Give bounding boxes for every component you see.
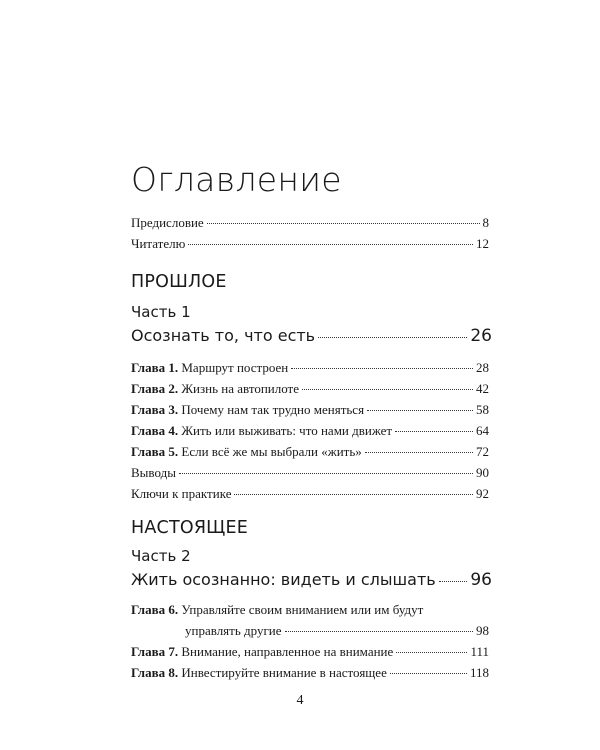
toc-entry-to-reader[interactable] [131,236,489,252]
dot-leader [395,431,473,432]
toc-entry-chapter-5[interactable] [131,444,489,460]
chapter-title: Маршрут построен [181,360,289,375]
chapter-page: 90 [476,465,489,480]
part-page: 96 [470,570,492,590]
chapter-title: Ключи к практике [131,486,232,501]
toc-entry-chapter-6-line1[interactable] [131,602,423,618]
toc-entry-page: 8 [482,215,489,230]
page-number: 4 [296,693,304,708]
toc-part-title[interactable] [131,570,492,590]
toc-entry-page: 12 [476,236,489,251]
dot-leader [291,368,473,369]
toc-part-title[interactable] [131,326,492,346]
toc-entry-chapter-8[interactable] [131,665,489,681]
section-heading: ПРОШЛОЕ [131,272,227,292]
dot-leader [365,452,473,453]
toc-entry-chapter-6-line2[interactable] [185,623,489,639]
toc-entry-chapter-2[interactable] [131,381,489,397]
dot-leader [302,389,473,390]
dot-leader [207,223,480,224]
dot-leader [396,652,467,653]
chapter-title: Инвестируйте внимание в настоящее [181,665,387,680]
toc-entry-preface[interactable] [131,215,489,231]
chapter-prefix: Глава 5. [131,444,179,459]
chapter-title: Жить или выживать: что нами движет [181,423,393,438]
toc-entry-label: Предисловие [131,215,204,230]
chapter-prefix: Глава 3. [131,402,179,417]
toc-entry-chapter-1[interactable] [131,360,489,376]
dot-leader [390,673,467,674]
chapter-title: Жизнь на автопилоте [181,381,300,396]
chapter-prefix: Глава 2. [131,381,179,396]
dot-leader [367,410,473,411]
dot-leader [285,631,473,632]
dot-leader [439,581,468,582]
chapter-page: 98 [476,623,489,638]
chapter-prefix: Глава 8. [131,665,179,680]
dot-leader [318,337,467,338]
part-label: Часть 1 [131,303,191,321]
part-title-text: Жить осознанно: видеть и слышать [131,570,436,589]
toc-entry-practice-keys[interactable] [131,486,489,502]
chapter-page: 118 [469,665,489,680]
chapter-title: Управляйте своим вниманием или им будут [181,602,424,617]
chapter-page: 42 [476,381,489,396]
part-title-text: Осознать то, что есть [131,326,316,345]
toc-entry-chapter-3[interactable] [131,402,489,418]
toc-entry-label: Читателю [131,236,186,251]
part-label: Часть 2 [131,547,191,565]
toc-entry-chapter-7[interactable] [131,644,489,660]
chapter-prefix: Глава 7. [131,644,179,659]
toc-entry-conclusions[interactable] [131,465,489,481]
chapter-prefix: Глава 1. [131,360,179,375]
chapter-page: 72 [476,444,489,459]
chapter-page: 111 [470,644,489,659]
chapter-title: Выводы [131,465,176,480]
chapter-title-continued: управлять другие [185,623,282,638]
chapter-title: Почему нам так трудно меняться [181,402,365,417]
dot-leader [188,244,473,245]
chapter-page: 92 [476,486,489,501]
dot-leader [234,494,473,495]
chapter-page: 64 [476,423,489,438]
chapter-page: 28 [476,360,489,375]
chapter-title: Внимание, направленное на внимание [181,644,394,659]
part-page: 26 [470,326,492,346]
section-heading: НАСТОЯЩЕЕ [131,518,249,538]
chapter-prefix: Глава 6. [131,602,179,617]
toc-entry-chapter-4[interactable] [131,423,489,439]
page-title: Оглавление [131,160,342,199]
chapter-page: 58 [476,402,489,417]
dot-leader [179,473,473,474]
chapter-prefix: Глава 4. [131,423,179,438]
chapter-title: Если всё же мы выбрали «жить» [181,444,362,459]
